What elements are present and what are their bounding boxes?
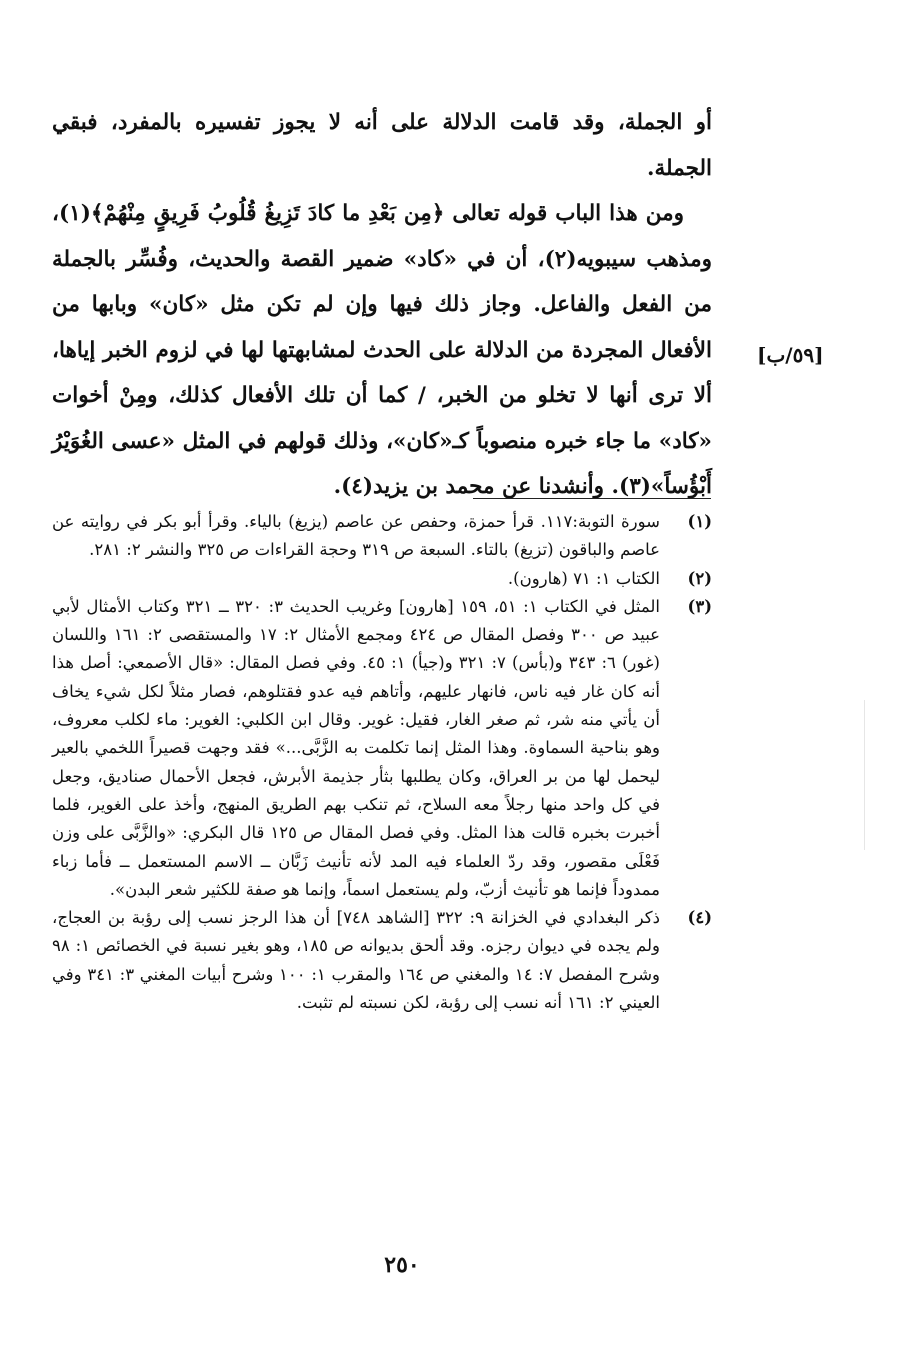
footnote-separator — [473, 498, 711, 499]
paragraph-1: أو الجملة، وقد قامت الدلالة على أنه لا يجوز تفسيره بالمفرد، فبقي الجملة. — [52, 110, 712, 181]
footnote-text: ذكر البغدادي في الخزانة ٩: ٣٢٢ [الشاهد ٧٤٨] أن هذا الرجز نسب إلى رؤبة بن العجاج، ولم يجده في ديوان رجزه. وقد ألحق بديوانه ص ١٨٥، وهو بغير نسبة في الخصائص ١: ٩٨ وشرح المفصل ٧: ١٤ والمغني ص ١٦٤ والمقرب ١: ١٠٠ وشرح أبيات المغني ٣: ٣٤١ وفي العيني ٢: ١٦١ أنه نسب إلى رؤبة، لكن نسبته لم تثبت. — [52, 908, 660, 1013]
footnote-number: (٣) — [687, 596, 712, 616]
scan-artifact-line — [864, 700, 865, 850]
footnote-3 — [52, 593, 712, 904]
page-number: ٢٥٠ — [384, 1252, 420, 1278]
footnote-2 — [52, 565, 712, 593]
paragraph-2: ومن هذا الباب قوله تعالى ﴿مِن بَعْدِ ما كادَ تَزِيغُ قُلُوبُ فَرِيقٍ مِنْهُمْ﴾(١)، ومذهب سيبويه(٢)، أن في «كاد» ضمير القصة والحديث، وفُسِّر بالجملة من الفعل والفاعل. وجاز ذلك فيها وإن لم تكن مثل «كان» وبابها من الأفعال المجردة من الدلالة على الحدث لمشابهتها لها في لزوم الخبر إياها، ألا ترى أنها لا تخلو من الخبر، / كما أن تلك الأفعال كذلك، ومِنْ أخوات «كاد» ما جاء خبره منصوباً كـ«كان»، وذلك قولهم في المثل «عسى الغُوَيْرُ أَبْؤُساً»(٣). وأنشدنا عن محمد بن يزيد(٤). — [52, 201, 712, 499]
margin-folio-reference: [٥٩/ب] — [757, 343, 824, 367]
footnote-text: سورة التوبة:١١٧. قرأ حمزة، وحفص عن عاصم (يزيغ) بالياء. وقرأ أبو بكر في روايته عن عاصم والباقون (تزيغ) بالتاء. السبعة ص ٣١٩ وحجة القراءات ص ٣٢٥ والنشر ٢: ٢٨١. — [52, 512, 660, 560]
footnote-text: الكتاب ١: ٧١ (هارون). — [507, 568, 660, 588]
footnote-number: (١) — [687, 512, 712, 531]
footnote-4 — [52, 904, 712, 1017]
footnotes — [52, 508, 712, 1017]
footnote-text: المثل في الكتاب ١: ٥١، ١٥٩ [هارون] وغريب الحديث ٣: ٣٢٠ ــ ٣٢١ وكتاب الأمثال لأبي عبيد ص ٣٠٠ وفصل المقال ص ٤٢٤ ومجمع الأمثال ٢: ١٧ والمستقصى ٢: ١٦١ واللسان (غور) ٦: ٣٤٣ و(بأس) ٧: ٣٢١ و(جيأ) ١: ٤٥. وفي فصل المقال: «قال الأصمعي: أصل هذا أنه كان غار فيه ناس، فانهار عليهم، وأتاهم فيه عدو فقتلوهم، فصار مثلاً لكل شيء يخاف أن يأتي منه شر، ثم صغر الغار، فقيل: غوير. وقال ابن الكلبي: الغوير: ماء لكلب معروف، وهو بناحية السماوة. وهذا المثل إنما تكلمت به الزَّبَّى...» فقد وجهت قصيراً اللخمي بالعير ليحمل لها من بر العراق، وكان يطلبها بثأر جذيمة الأبرش، فجعل الأحمال صناديق، وجعل في كل واحد منها رجلاً معه السلاح، ثم تنكب بهم الطريق المنهج، وأخذ على الغوير، فلما أخبرت بخبره قالت هذا المثل. وفي فصل المقال ص ١٢٥ قال البكري: «والزَّبَّى على وزن فَعْلَى مقصور، وقد ردّ العلماء فيه المد لأنه تأنيث زَبَّان ــ الاسم المستعمل ــ فأما زباء ممدوداً فإنما هو تأنيث أزبّ، ولم يستعمل اسماً، وإنما هو صفة للكثير شعر البدن». — [52, 596, 661, 899]
main-text — [52, 100, 712, 510]
footnote-number: (٤) — [687, 908, 712, 928]
footnote-number: (٢) — [687, 568, 712, 588]
footnote-1 — [52, 508, 712, 565]
